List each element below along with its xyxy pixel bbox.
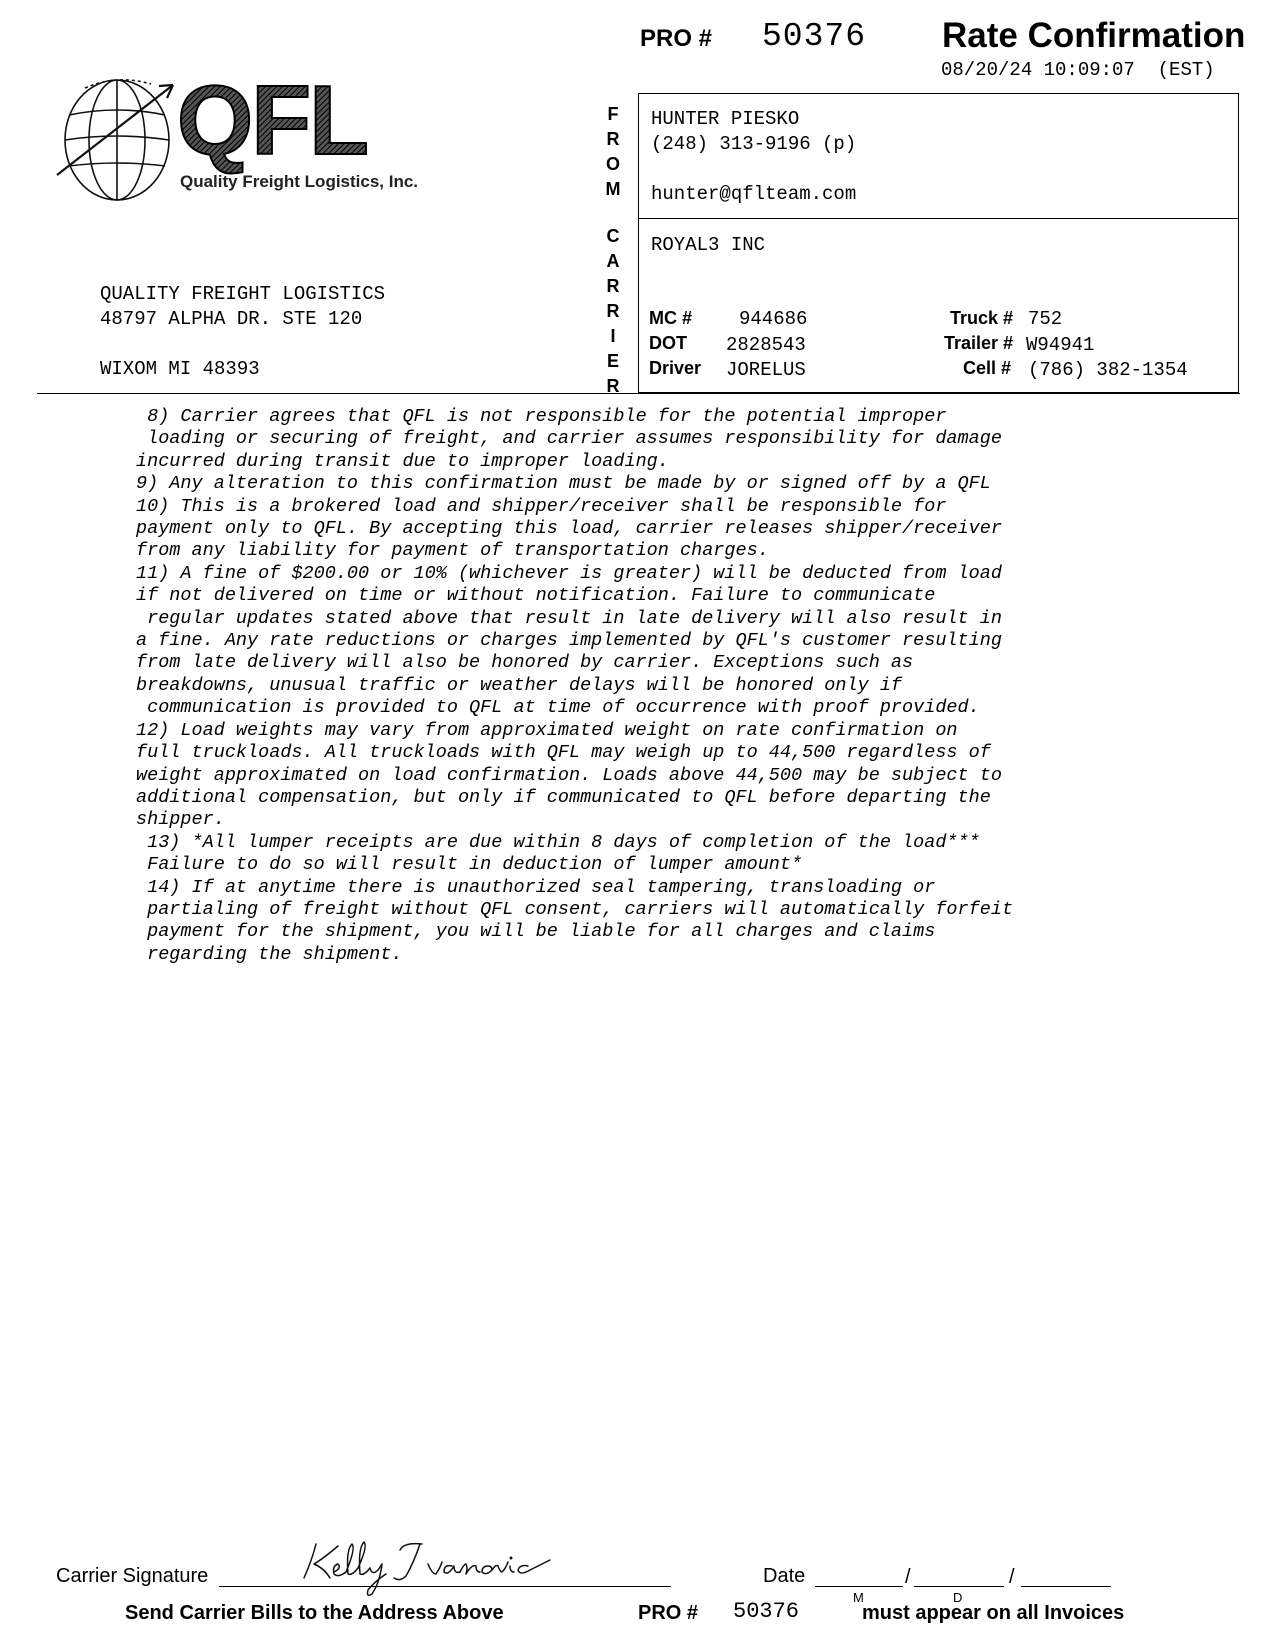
handwritten-signature (302, 1538, 557, 1600)
date-day-line[interactable] (914, 1586, 1004, 1587)
term-line: weight approximated on load confirmation. Loads above 44,500 may be subject to (136, 764, 1002, 786)
term-line: 10) This is a brokered load and shipper/receiver shall be responsible for (136, 495, 947, 517)
term-line: payment for the shipment, you will be liable for all charges and claims (136, 921, 936, 943)
term-line: payment only to QFL. By accepting this load, carrier releases shipper/receiver (136, 518, 1002, 540)
signature-text: Kelly Ivanovic (302, 1538, 308, 1539)
date-month-line[interactable] (815, 1586, 903, 1587)
date-slash: / (1009, 1566, 1015, 1588)
logo-subtitle: Quality Freight Logistics, Inc. (180, 172, 419, 191)
carrier-label (603, 224, 623, 399)
carrier-letter: R (606, 276, 620, 296)
from-label (603, 102, 623, 202)
term-line: from any liability for payment of transportation charges. (136, 540, 769, 562)
carrier-letter: R (606, 376, 620, 396)
date-day-hint: D (953, 1590, 963, 1605)
term-line: 14) If at anytime there is unauthorized seal tampering, transloading or (136, 876, 936, 898)
from-phone: (248) 313-9196 (p) (651, 133, 857, 155)
from-letter: M (605, 179, 621, 199)
from-letter: R (606, 129, 620, 149)
term-line: full truckloads. All truckloads with QFL may weigh up to 44,500 regardless of (136, 742, 991, 764)
from-email: hunter@qflteam.com (651, 183, 857, 205)
company-city: WIXOM MI 48393 (100, 358, 260, 380)
term-line: regular updates stated above that result in late delivery will also result in (136, 607, 1002, 629)
term-line: 13) *All lumper receipts are due within 8 days of completion of the load*** (136, 831, 980, 853)
date-month-hint: M (853, 1590, 864, 1605)
driver-label: Driver (649, 358, 702, 378)
term-line: if not delivered on time or without notification. Failure to communicate (136, 585, 936, 607)
term-line: 11) A fine of $200.00 or 10% (whichever is greater) will be deducted from load (136, 562, 1002, 584)
cell-value: (786) 382-1354 (1028, 359, 1188, 381)
term-line: Failure to do so will result in deduction of lumper amount* (136, 854, 803, 876)
pro-number: 50376 (762, 18, 867, 55)
company-name: QUALITY FREIGHT LOGISTICS (100, 283, 386, 305)
term-line: a fine. Any rate reductions or charges implemented by QFL's customer resulting (136, 630, 1002, 652)
carrier-letter: I (610, 326, 616, 346)
signature-label: Carrier Signature (56, 1565, 209, 1587)
carrier-name: ROYAL3 INC (651, 234, 766, 256)
term-line: additional compensation, but only if communicated to QFL before departing the (136, 786, 991, 808)
trailer-label: Trailer # (944, 333, 1014, 353)
footer-pro-label: PRO # (638, 1602, 699, 1624)
trailer-value: W94941 (1026, 334, 1095, 356)
company-logo (55, 70, 435, 220)
truck-value: 752 (1028, 308, 1063, 330)
document-title: Rate Confirmation (942, 16, 1246, 55)
company-street: 48797 ALPHA DR. STE 120 (100, 308, 363, 330)
carrier-letter: C (606, 226, 620, 246)
logo-text: QFL (177, 70, 367, 175)
cell-label: Cell # (963, 358, 1012, 378)
mc-value: 944686 (739, 308, 808, 330)
carrier-letter: E (606, 351, 619, 371)
date-slash: / (905, 1566, 911, 1588)
box-divider (638, 218, 1239, 219)
globe-icon (55, 70, 435, 220)
footer-pro-number: 50376 (733, 1599, 800, 1624)
terms-list (136, 406, 1246, 966)
from-letter: F (607, 104, 619, 124)
term-line: loading or securing of freight, and carrier assumes responsibility for damage (136, 428, 1002, 450)
bills-note: Send Carrier Bills to the Address Above (125, 1602, 504, 1624)
header-rule (37, 393, 1240, 394)
mc-label: MC # (649, 308, 693, 328)
dot-value: 2828543 (726, 334, 806, 356)
term-line: shipper. (136, 809, 225, 831)
driver-value: JORELUS (726, 359, 806, 381)
carrier-letter: A (606, 251, 620, 271)
term-line: regarding the shipment. (136, 943, 403, 965)
term-line: partialing of freight without QFL consent, carriers will automatically forfeit (136, 898, 1014, 920)
term-line: from late delivery will also be honored by carrier. Exceptions such as (136, 652, 914, 674)
term-line: 12) Load weights may vary from approximated weight on rate confirmation on (136, 719, 958, 741)
dot-label: DOT (649, 333, 687, 353)
date-year-line[interactable] (1021, 1586, 1111, 1587)
term-line: 8) Carrier agrees that QFL is not responsible for the potential improper (136, 406, 947, 427)
term-line: 9) Any alteration to this confirmation must be made by or signed off by a QFL (136, 473, 991, 495)
timestamp: 08/20/24 10:09:07 (EST) (941, 59, 1215, 81)
term-line: communication is provided to QFL at time of occurrence with proof provided. (136, 697, 980, 719)
truck-label: Truck # (950, 308, 1014, 328)
term-line: incurred during transit due to improper loading. (136, 450, 669, 472)
term-line: breakdowns, unusual traffic or weather delays will be honored only if (136, 674, 903, 696)
pro-label: PRO # (640, 25, 713, 52)
date-label: Date (763, 1565, 806, 1587)
from-letter: O (605, 154, 620, 174)
invoice-note: must appear on all Invoices (862, 1602, 1125, 1624)
from-name: HUNTER PIESKO (651, 108, 800, 130)
carrier-letter: R (606, 301, 620, 321)
